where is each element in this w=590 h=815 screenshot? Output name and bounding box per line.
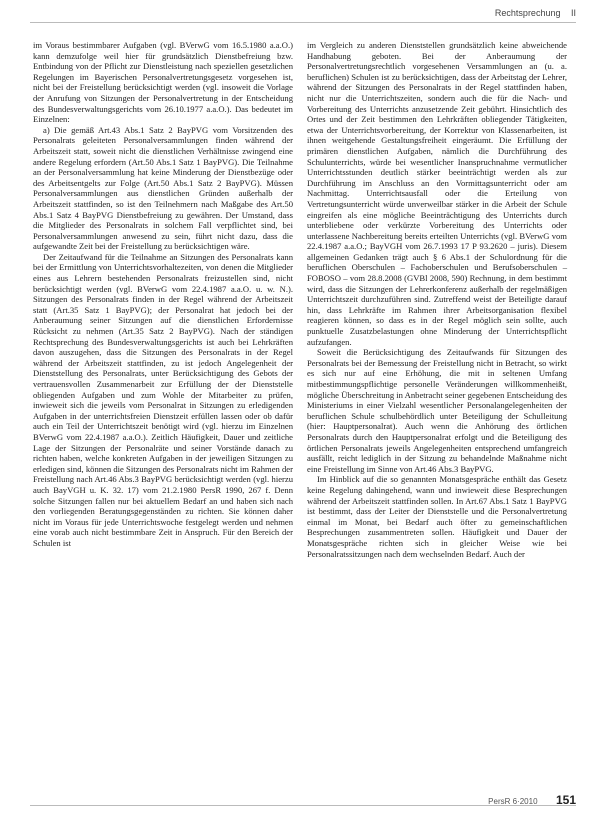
paragraph: Der Zeitaufwand für die Teilnahme an Sitzungen des Personalrats kann bei der Ermittlung von Unterrichtsvorhaltezeiten, von denen die Mitglieder eines aus Lehrern bestehenden Personalrats freizustellen sind, nicht berücksichtigt werden (vgl. BVerwG vom 22.4.1987 a.a.O. u. w. N.). Sitzungen des Personalrats finden in der Regel während der Arbeitszeit statt (Art.35 Satz 1 BayPVG); der Personalrat hat jedoch bei der Anberaumung seiner Sitzungen auf die dienstlichen Erfordernisse Rücksicht zu nehmen (Art.35 Satz 2 BayPVG). Nach der ständigen Rechtsprechung des Bundesverwaltungsgerichts ist auch bei Lehrkräften davon auszugehen, dass die Sitzungen des Personalrats in der Regel während der Arbeitszeit stattfinden, zu ist jedoch Angelegenheit der Dienststellung des Personalrats, unter Berücksichtigung des Gebots der vertrauensvollen Zusammenarbeit zur Erfüllung der der Dienststelle obliegenden Aufgaben und zum Wohle der Mitarbeiter zu prüfen, inwieweit sich die jeweils vom Personalrat in Sitzungen zu erledigenden Aufgaben in der unterrichtsfreien Dienstzeit erfüllen lassen oder ob dafür auch ein Teil der Unterrichtszeit benötigt wird (vgl. hierzu im Einzelnen BVerwG vom 22.4.1987 a.a.O.). Zeitlich Häufigkeit, Dauer und zeitliche Lage der Sitzungen der Personalräte und seiner Vorstände danach zu richten haben, welche konkreten Aufgaben in der jeweiligen Sitzungen zu erledigen sind, können die Sitzungen des Personalrats nicht im Rahmen der Freistellung nach Art.46 Abs.3 BayPVG berücksichtigt werden (vgl. hierzu auch BayVGH u. K. 32. 17) vom 21.2.1980 PersR 1990, 267 f. Denn solche Sitzungen fallen nur bei aktuellem Bedarf an und haben sich nach den vorliegenden Beratungsgegenständen zu richten. Sie können daher nicht im Voraus für jede Unterrichtswoche festgelegt werden und nehmen eine vorab auch nicht bestimmbare Zeit in Anspruch. Für den Bereich der Schulen ist	[33, 251, 293, 548]
page-number: 151	[555, 793, 576, 807]
header-rule	[30, 22, 576, 23]
paragraph: im Vergleich zu anderen Dienststellen grundsätzlich keine abweichende Handhabung geboten. Bei der Anberaumung der Personalvertretungsrechtlich vorgesehenen Versammlungen an (u. a. beruflichen) Schulen ist zu berücksichtigen, dass der Arbeitstag der Lehrer, während der Sitzungen des Personalrats in der Regel stattfinden haben, nicht nur die Unterrichtszeiten, sondern auch die für die Nach- und Vorbereitung des Unterrichts anzusetzende Zeit gebührt. Hinsichtlich des Ortes und der Zeit bestimmen den Lehrkräften obliegender Tätigkeiten, etwa der Unterrichtsvorbereitung, der Korrektur von Klassenarbeiten, ist ihnen weitgehende Gestaltungsfreiheit eingeräumt. Die Erfüllung der primären dienstlichen Aufgaben, nämlich die Durchführung des Schulunterrichts, würde bei wesentlicher Inanspruchnahme vermutlicher Unterrichtsstunden deutlich stärker beeinträchtigt werden als zur Durchführung im Anschluss an den Vormittagsunterricht oder am Nachmittag. Unterrichtsausfall oder die Erteilung von Vertretungsunterricht würde unverweilbar stärker in die Arbeit der Schule eingreifen als eine mögliche Beeinträchtigung des Unterrichts durch unterbliebene oder verkürzte Vorbereitung des Unterrichts oder unterlassene Nachbereitung bereits erteilten Unterrichts (vgl. BVerwG vom 22.4.1987 a.a.O.; BayVGH vom 26.7.1993 17 P 93.2620 – juris). Diesem allgemeinen Gedanken trägt auch § 6 Abs.1 der Schulordnung für die beruflichen Oberschulen – Fachoberschulen und Berufsoberschulen – FOBOSO – vom 28.8.2008 (GVBl 2008, 590) Rechnung, in dem bestimmt wird, dass die Sitzungen der Lehrerkonferenz außerhalb der regelmäßigen Unterrichtszeit durchzuführen sind. Zutreffend weist der Beteiligte darauf hin, dass Lehrkräfte im Rahmen ihrer Arbeitsorganisation flexibel reagieren können, so dass es in der Regel möglich sein sollte, auch punktuelle Zusatzbelastungen ohne Minderung der Unterrichtspflicht aufzufangen.	[307, 40, 567, 347]
right-column	[307, 40, 567, 559]
section-title: Rechtsprechung	[494, 8, 561, 18]
paragraph: Soweit die Berücksichtigung des Zeitaufwands für Sitzungen des Personalrats bei der Bemessung der Freistellung nicht in Betracht, so wirkt es sich nur auf eine Erhöhung, die mit in seltenen Umfang mitbestimmungspflichtige personelle Veränderungen willkommenheißt, mögliche Überschreitung in Anbetracht seiner gegebenen Entscheidung des Ministeriums in einer Vielzahl wesentlicher Personalangelegenheiten der beruflichen Schule schulbehördlich unter Beteiligung der Schulleitung (hier: Hauptpersonalrat). Auch wenn die Anhörung des örtlichen Personalrats durch den Hauptpersonalrat erfolgt und die Beteiligung des örtlichen Personalrats jeweils Angelegenheiten entsprechend umfangreich ausfällt, reicht lediglich in der Sitzung zu behandelnde Maßnahme nicht eine Freistellung im Sinne von Art.46 Abs.3 BayPVG.	[307, 347, 567, 474]
page-footer	[488, 791, 576, 809]
section-mark: II	[570, 8, 576, 18]
paragraph: a) Die gemäß Art.43 Abs.1 Satz 2 BayPVG vom Vorsitzenden des Personalrats geleiteten Personalversammlungen finden während der Arbeitszeit statt, soweit nicht die dienstlichen Verhältnisse zwingend eine andere Regelung erfordern (Art.50 Abs.1 Satz 1 BayPVG). Die Teilnahme an der Personalversammlung hat keine Minderung der Dienstbezüge oder des Arbeitsentgelts zur Folge (Art.50 Abs.1 Satz 2 BayPVG). Müssen Personalversammlungen aus dienstlichen Gründen außerhalb der Arbeitszeit stattfinden, so ist den Teilnehmern nach Maßgabe des Art.50 Abs.1 Satz 4 BayPVG Dienstbefreiung zu gewähren. Der Umstand, dass die Mitglieder des Personalrats in solchem Fall verpflichtet sind, bei Personalversammlungen anwesend zu sein, führt nicht dazu, dass die aufgewandte Zeit bei der Freistellung zu berücksichtigen wäre.	[33, 124, 293, 252]
paragraph: Im Hinblick auf die so genannten Monatsgespräche enthält das Gesetz keine Regelung dahingehend, wann und inwieweit diese Besprechungen während der Arbeitszeit stattfinden sollen. In Art.67 Abs.1 Satz 1 BayPVG ist bestimmt, dass der Leiter der Dienststelle und die Personalvertretung einmal im Monat, bei Bedarf auch öfter zu gemeinschaftlichen Besprechungen zusammentreten sollen. Häufigkeit und Dauer der Monatsgespräche richten sich in gleicher Weise wie bei Personalratssitzungen nach dem wechselnden Bedarf. Auch der	[307, 474, 567, 559]
journal-issue: PersR 6·2010	[488, 797, 538, 806]
running-header	[495, 8, 576, 18]
paragraph: im Voraus bestimmbarer Aufgaben (vgl. BVerwG vom 16.5.1980 a.a.O.) kann demzufolge weil hier für grundsätzlich Dienstbefreiung bzw. Entbindung von der Pflicht zur Dienstleistung nach speziellen gesetzlichen Regelungen im Bayerischen Personalvertretungsgesetz vorgesehen ist, nicht bei der Freistellung berücksichtigt werden (vgl. insoweit die Vorlage der Anrufung von Sitzungen der Personalvertretung in der Entscheidung des Bundesverwaltungsgerichts vom 26.10.1977 a.a.O.). Das bedeutet im Einzelnen:	[33, 40, 293, 125]
left-column	[33, 40, 293, 549]
